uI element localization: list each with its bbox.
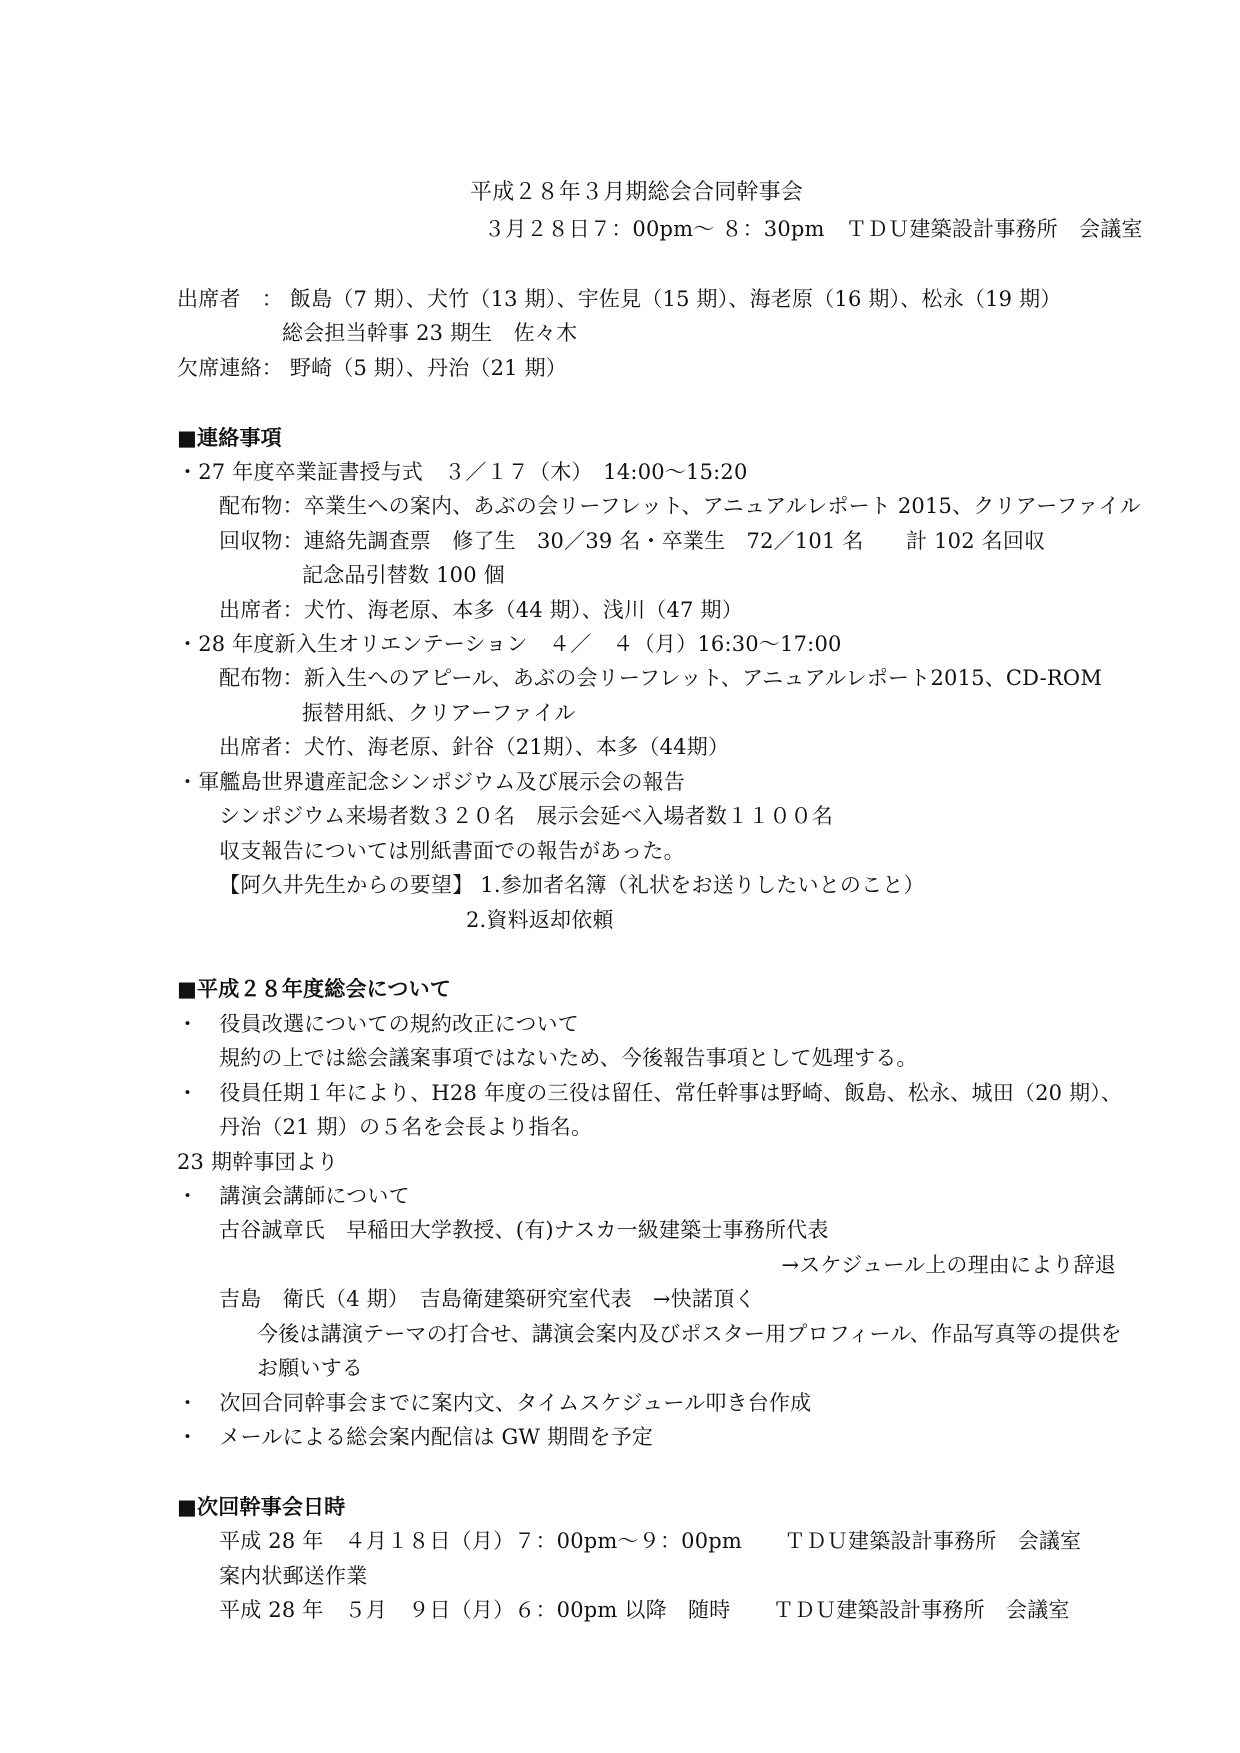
absentees-line: 欠席連絡： 野崎（5 期）、丹治（21 期） (177, 356, 568, 380)
text-line: ・27 年度卒業証書授与式 ３／１７（木） 14:00～15:20 (177, 460, 748, 484)
text-line: 配布物：新入生へのアピール、あぶの会リーフレット、アニュアルレポート2015、CD-ROM (219, 666, 1103, 690)
text-line: ・ 役員任期１年により、H28 年度の三役は留任、常任幹事は野崎、飯島、松永、城田（20 期）、 (177, 1081, 1123, 1105)
meeting-datetime: ３月２８日７：00pm～ ８：30pm ＴＤＵ建築設計事務所 会議室 (484, 217, 1143, 241)
section-heading: ■平成２８年度総会について (177, 977, 452, 1001)
text-line: 吉島 衛氏（4 期） 吉島衛建築研究室代表 →快諾頂く (219, 1287, 756, 1311)
text-line: 振替用紙、クリアーファイル (302, 701, 576, 725)
text-line: 今後は講演テーマの打合せ、講演会案内及びポスター用プロフィール、作品写真等の提供を (257, 1322, 1122, 1346)
section-heading: ■連絡事項 (177, 426, 282, 450)
text-line: 記念品引替数 100 個 (302, 563, 505, 587)
text-line: ・ 講演会講師について (177, 1184, 410, 1208)
text-line: 2.資料返却依頼 (466, 908, 614, 932)
text-line: ・28 年度新入生オリエンテーション ４／ ４（月）16:30～17:00 (177, 632, 842, 656)
text-line: 丹治（21 期）の５名を会長より指名。 (219, 1115, 593, 1139)
text-line: ・ 次回合同幹事会までに案内文、タイムスケジュール叩き台作成 (177, 1391, 812, 1415)
text-line: →スケジュール上の理由により辞退 (781, 1253, 1116, 1277)
text-line: 古谷誠章氏 早稲田大学教授、(有)ナスカ一級建築士事務所代表 (219, 1218, 829, 1242)
text-line: お願いする (257, 1356, 363, 1380)
attendees-line: 総会担当幹事 23 期生 佐々木 (282, 321, 578, 345)
text-line: 23 期幹事団より (177, 1150, 339, 1174)
attendees-line: 出席者 ： 飯島（7 期）、犬竹（13 期）、宇佐見（15 期）、海老原（16 期）、松永（19 期） (177, 287, 1062, 311)
text-line: ・ 役員改選についての規約改正について (177, 1012, 579, 1036)
text-line: 回収物：連絡先調査票 修了生 30／39 名・卒業生 72／101 名 計 102 名回収 (219, 529, 1046, 553)
section-heading: ■次回幹事会日時 (177, 1495, 346, 1519)
text-line: 出席者：犬竹、海老原、針谷（21期）、本多（44期） (219, 735, 730, 759)
text-line: 平成 28 年 ５月 ９日（月）６：00pm 以降 随時 ＴＤＵ建築設計事務所 会議室 (219, 1598, 1070, 1622)
text-line: 配布物：卒業生への案内、あぶの会リーフレット、アニュアルレポート 2015、クリアーファイル (219, 494, 1141, 518)
text-line: 規約の上では総会議案事項ではないため、今後報告事項として処理する。 (219, 1046, 918, 1070)
text-line: ・軍艦島世界遺産記念シンポジウム及び展示会の報告 (177, 770, 686, 794)
text-line: シンポジウム来場者数３２０名 展示会延べ入場者数１１００名 (219, 804, 834, 828)
text-line: 平成 28 年 ４月１８日（月）７：00pm～９：00pm ＴＤＵ建築設計事務所 会議室 (219, 1529, 1082, 1553)
document-title: 平成２８年３月期総会合同幹事会 (470, 180, 804, 205)
text-line: 案内状郵送作業 (219, 1564, 368, 1588)
text-line: 収支報告については別紙書面での報告があった。 (219, 839, 685, 863)
text-line: 出席者：犬竹、海老原、本多（44 期）、浅川（47 期） (219, 598, 743, 622)
text-line: ・ メールによる総会案内配信は GW 期間を予定 (177, 1425, 654, 1449)
text-line: 【阿久井先生からの要望】 1.参加者名簿（礼状をお送りしたいとのこと） (219, 873, 925, 897)
